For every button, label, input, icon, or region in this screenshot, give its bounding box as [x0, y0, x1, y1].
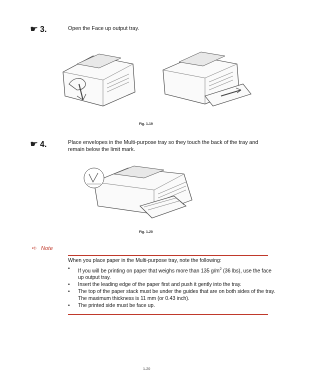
note-top-rule — [68, 255, 268, 256]
note-label: Note — [41, 246, 53, 252]
figure-1-19-caption: Fig. 1-19 — [139, 122, 153, 126]
list-item: • The top of the paper stack must be under the guides that are on both sides of the tray. The maximum thickness is 11 mm (or 0.43 inch). — [68, 289, 276, 302]
note-arrow-icon: ➪ — [32, 246, 38, 252]
bullet-icon: • — [68, 289, 70, 296]
printer-right-illustration — [163, 52, 251, 106]
note-list — [68, 266, 278, 310]
note-intro: When you place paper in the Multi-purpose tray, note the following: — [68, 258, 222, 264]
pointing-hand-icon: ☛ — [30, 139, 39, 149]
list-item: • If you will be printing on paper that weighs more than 135 $g/m^2$ (36 lbs), use the face up output tray. — [68, 266, 272, 282]
step-3-text: Open the Face up output tray. — [68, 26, 140, 32]
note-bottom-rule — [68, 314, 268, 315]
printer-left-illustration — [63, 54, 135, 106]
figure-1-19-illustration — [55, 44, 255, 112]
figure-1-20-illustration — [84, 160, 204, 220]
figure-1-20-caption: Fig. 1-20 — [139, 230, 153, 234]
bullet-icon: • — [68, 302, 70, 309]
step-4-number: 4. — [40, 140, 47, 149]
page-number: 1-20 — [143, 367, 151, 371]
list-item: • The printed side must be face up. — [68, 302, 155, 309]
bullet-icon: • — [68, 266, 70, 272]
step-3-number: 3. — [40, 25, 47, 34]
step-4-text: Place envelopes in the Multi-purpose tray so they touch the back of the tray and remain below the limit mark. — [68, 140, 259, 153]
pointing-hand-icon: ☛ — [30, 24, 39, 34]
list-item: • Insert the leading edge of the paper first and push it gently into the tray. — [68, 282, 242, 289]
bullet-icon: • — [68, 282, 70, 289]
